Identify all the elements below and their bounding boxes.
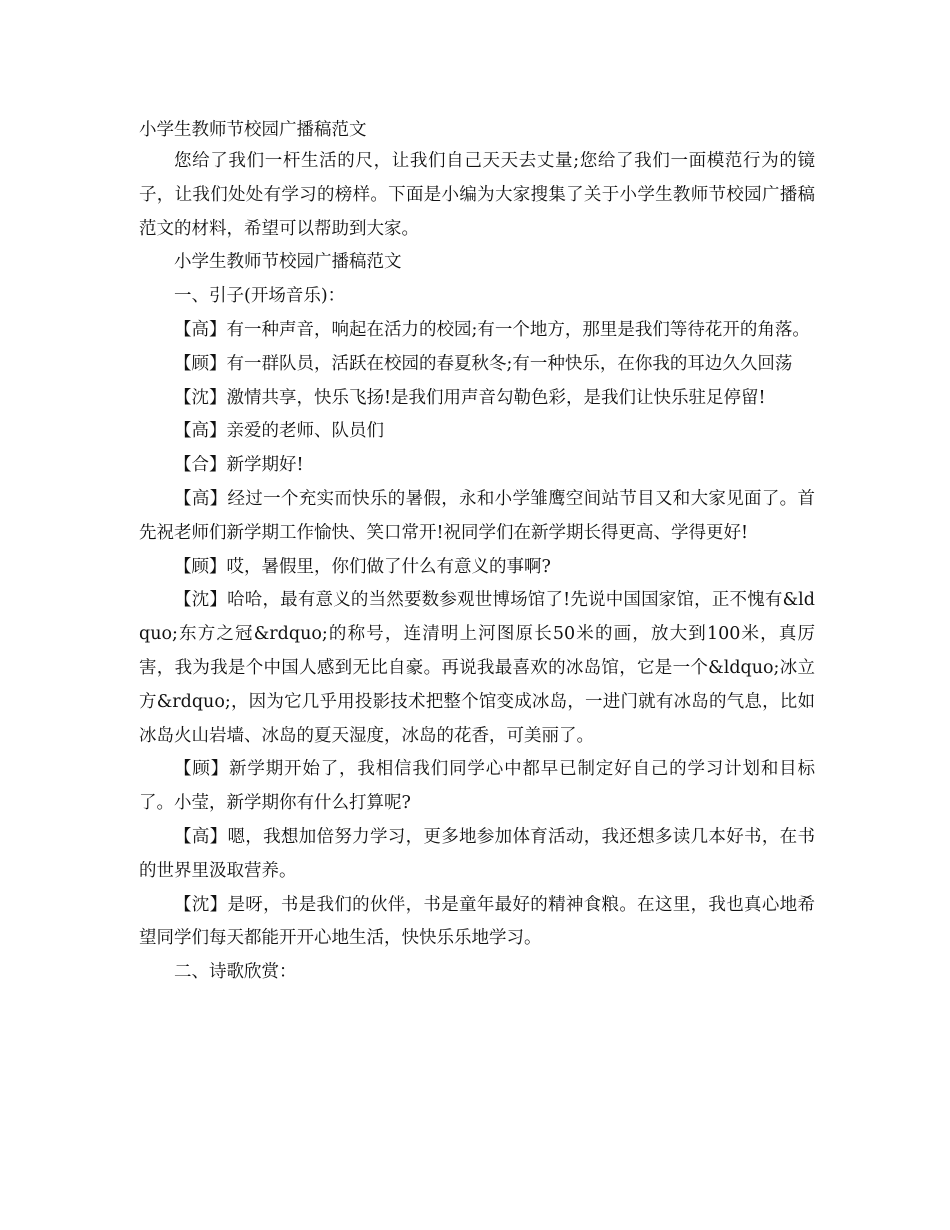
dialogue-line: 【顾】新学期开始了，我相信我们同学心中都早已制定好自己的学习计划和目标了。小莹，新学期你有什么打算呢? (139, 759, 815, 814)
dialogue-line: 【沈】是呀，书是我们的伙伴，书是童年最好的精神食粮。在这里，我也真心地希望同学们每天都能开开心地生活，快快乐乐地学习。 (139, 894, 815, 949)
paragraph-subtitle: 小学生教师节校园广播稿范文 (174, 252, 402, 273)
dialogue-line: 【高】亲爱的老师、队员们 (174, 421, 384, 442)
document-body (139, 116, 815, 990)
dialogue-line: 【高】经过一个充实而快乐的暑假，永和小学雏鹰空间站节目又和大家见面了。首先祝老师们新学期工作愉快、笑口常开!祝同学们在新学期长得更高、学得更好! (139, 488, 815, 543)
dialogue-line: 【合】新学期好! (174, 455, 304, 476)
dialogue-line: 【顾】有一群队员，活跃在校园的春夏秋冬;有一种快乐，在你我的耳边久久回荡 (174, 353, 793, 374)
dialogue-line: 【高】有一种声音，响起在活力的校园;有一个地方，那里是我们等待花开的角落。 (174, 319, 810, 340)
paragraph-intro: 您给了我们一杆生活的尺，让我们自己天天去丈量;您给了我们一面模范行为的镜子，让我们处处有学习的榜样。下面是小编为大家搜集了关于小学生教师节校园广播稿范文的材料，希望可以帮助到大家。 (139, 151, 815, 239)
dialogue-line: 【沈】激情共享，快乐飞扬!是我们用声音勾勒色彩，是我们让快乐驻足停留! (174, 387, 766, 408)
dialogue-line: 【顾】哎，暑假里，你们做了什么有意义的事啊? (174, 556, 551, 577)
section-heading-poetry: 二、诗歌欣赏： (174, 962, 297, 983)
dialogue-line: 【高】嗯，我想加倍努力学习，更多地参加体育活动，我还想多读几本好书，在书的世界里汲取营养。 (139, 826, 815, 881)
section-heading-intro: 一、引子(开场音乐)： (174, 286, 346, 307)
document-title: 小学生教师节校园广播稿范文 (139, 120, 367, 140)
dialogue-line: 【沈】哈哈，最有意义的当然要数参观世博场馆了!先说中国国家馆，正不愧有&ldquo;东方之冠&rdquo;的称号，连清明上河图原长50米的画，放大到100米，真厉害，我为我是个中国人感到无比自豪。再说我最喜欢的冰岛馆，它是一个&ldquo;冰立方&rdquo;，因为它几乎用投影技术把整个馆变成冰岛，一进门就有冰岛的气息，比如冰岛火山岩墙、冰岛的夏天湿度，冰岛的花香，可美丽了。 (139, 590, 815, 746)
